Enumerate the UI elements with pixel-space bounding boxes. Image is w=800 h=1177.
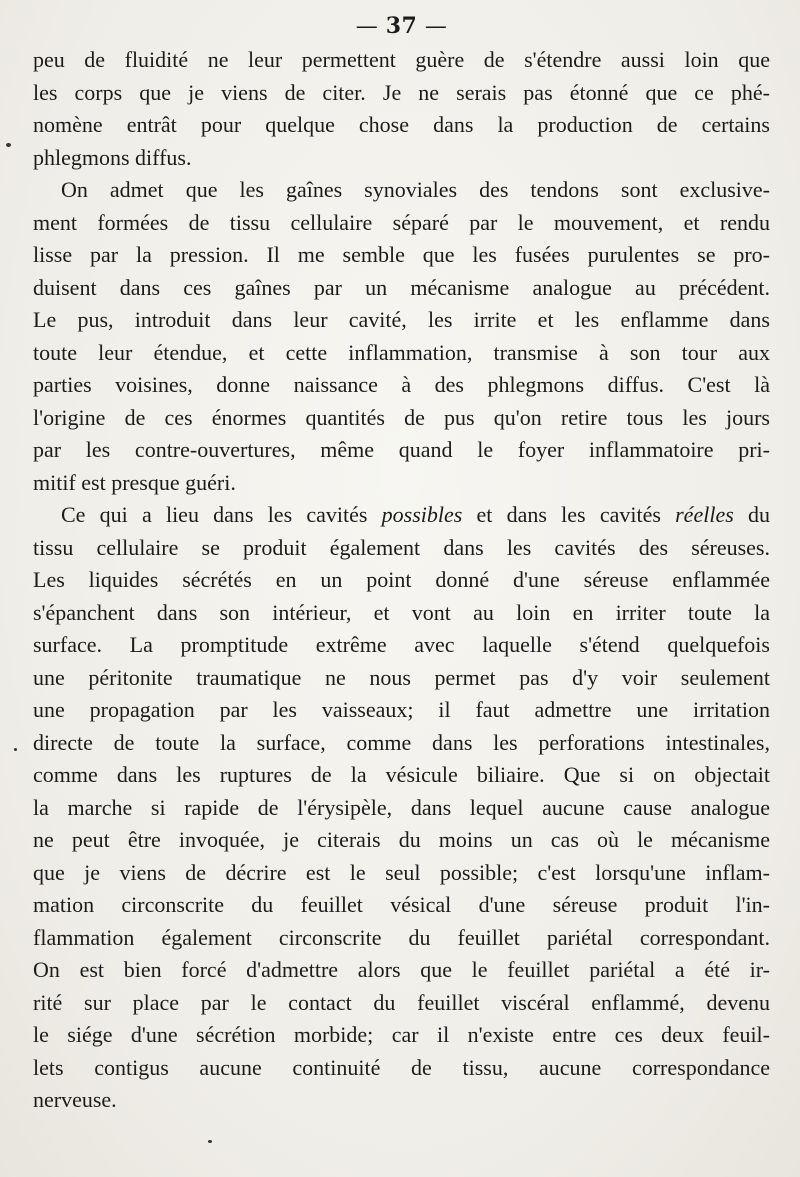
paragraph [33, 44, 770, 174]
text-run: On admet que les gaînes synoviales des tendons sont exclusive- [61, 177, 770, 202]
text-run: comme dans les ruptures de la vésicule biliaire. Que si on objectait [33, 762, 770, 787]
text-line [33, 77, 770, 110]
paragraph [33, 499, 770, 1117]
text-line [33, 857, 770, 890]
text-line [33, 369, 770, 402]
text-run: Les liquides sécrétés en un point donné d'une séreuse enflammée [33, 567, 770, 592]
text-line [33, 662, 770, 695]
text-run: et dans les cavités [462, 502, 676, 527]
text-line [33, 174, 770, 207]
text-line [33, 564, 770, 597]
text-line [33, 142, 770, 175]
text-run: duisent dans ces gaînes par un mécanisme analogue au précédent. [33, 274, 770, 300]
text-line [33, 239, 770, 272]
text-line [33, 402, 770, 435]
italic-word: réelles [675, 502, 734, 527]
text-run: toute leur étendue, et cette inflammation, transmise à son tour aux [33, 339, 770, 365]
text-run: ment formées de tissu cellulaire séparé par le mouvement, et rendu [33, 209, 770, 235]
text-line [33, 207, 770, 240]
text-line [33, 954, 770, 987]
text-run: flammation également circonscrite du feuillet pariétal correspondant. [33, 924, 770, 950]
text-line [33, 44, 770, 77]
text-run: surface. La promptitude extrême avec laquelle s'étend quelquefois [33, 632, 770, 657]
text-line [33, 727, 770, 760]
text-run: s'épanchent dans son intérieur, et vont au loin en irriter toute la [33, 599, 770, 625]
text-run: une propagation par les vaisseaux; il faut admettre une irritation [33, 697, 770, 722]
text-run: peu de fluidité ne leur permettent guère de s'étendre aussi loin que [33, 47, 770, 72]
text-line [33, 434, 770, 467]
text-run: que je viens de décrire est le seul possible; c'est lorsqu'une inflam- [33, 859, 770, 885]
text-run: directe de toute la surface, comme dans les perforations intestinales, [33, 729, 770, 755]
text-run: le siége d'une sécrétion morbide; car il n'existe entre ces deux feuil- [33, 1022, 770, 1047]
text-run: par les contre-ouvertures, même quand le foyer inflammatoire pri- [33, 437, 770, 462]
text-run: phlegmons diffus. [33, 144, 192, 170]
text-line [33, 922, 770, 955]
paragraph [33, 174, 770, 499]
text-line [33, 109, 770, 142]
page-number: 37 [385, 13, 418, 39]
text-run: Ce qui a lieu dans les cavités [61, 502, 382, 527]
text-run: ne peut être invoquée, je citerais du moins un cas où le mécanisme [33, 827, 770, 852]
text-line [33, 824, 770, 857]
text-run: nerveuse. [33, 1087, 117, 1112]
text-line [33, 987, 770, 1020]
text-line [33, 272, 770, 305]
text-line [33, 1052, 770, 1085]
text-line [33, 1019, 770, 1052]
print-speck [6, 143, 11, 147]
text-run: l'origine de ces énormes quantités de pus qu'on retire tous les jours [33, 404, 770, 430]
text-line [33, 467, 770, 500]
text-line [33, 694, 770, 727]
text-run: tissu cellulaire se produit également dans les cavités des séreuses. [33, 534, 770, 560]
text-run: du [733, 502, 770, 527]
text-run: Le pus, introduit dans leur cavité, les irrite et les enflamme dans [33, 307, 770, 332]
text-line [33, 499, 770, 532]
header-dash-left: — [355, 14, 379, 39]
text-run: mitif est presque guéri. [33, 469, 236, 495]
text-run: rité sur place par le contact du feuillet viscéral enflammé, devenu [33, 989, 770, 1015]
text-line [33, 337, 770, 370]
print-speck [14, 748, 17, 751]
body-text [33, 44, 770, 1117]
text-run: une péritonite traumatique ne nous permet pas d'y voir seulement [33, 664, 770, 690]
text-line [33, 1084, 770, 1117]
text-line [33, 792, 770, 825]
page-header [33, 10, 770, 44]
text-run: parties voisines, donne naissance à des phlegmons diffus. C'est là [33, 372, 770, 397]
text-run: mation circonscrite du feuillet vésical d'une séreuse produit l'in- [33, 892, 770, 917]
text-line [33, 759, 770, 792]
italic-word: possibles [381, 502, 463, 527]
text-run: lets contigus aucune continuité de tissu, aucune correspondance [33, 1054, 770, 1080]
text-run: la marche si rapide de l'érysipèle, dans lequel aucune cause analogue [33, 794, 770, 820]
text-line [33, 889, 770, 922]
text-run: les corps que je viens de citer. Je ne serais pas étonné que ce phé- [33, 79, 770, 105]
text-line [33, 629, 770, 662]
text-run: On est bien forcé d'admettre alors que le feuillet pariétal a été ir- [33, 957, 770, 982]
text-run: lisse par la pression. Il me semble que les fusées purulentes se pro- [33, 242, 770, 267]
text-line [33, 597, 770, 630]
text-line [33, 532, 770, 565]
header-dash-right: — [424, 14, 448, 39]
print-speck [208, 1140, 212, 1143]
text-run: nomène entrât pour quelque chose dans la production de certains [33, 112, 770, 137]
text-line [33, 304, 770, 337]
